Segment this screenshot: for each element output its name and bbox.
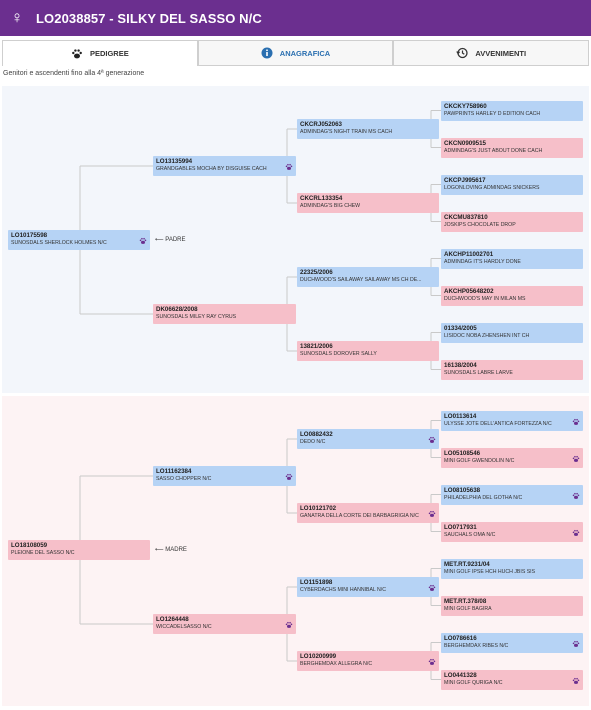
registration-code: LO0441328 — [444, 671, 477, 679]
registration-code: CKCPJ995617 — [444, 176, 486, 184]
dog-name: BERGHEMDAX ALLEGRA N/C — [300, 661, 373, 667]
registration-code: LO11162384 — [156, 468, 192, 475]
pedigree-node[interactable] — [153, 466, 296, 486]
registration-code: 01334/2005 — [444, 324, 477, 332]
pedigree-node[interactable] — [153, 156, 296, 176]
pedigree-node[interactable] — [441, 633, 583, 653]
pedigree-node[interactable] — [441, 485, 583, 505]
dog-name: SUNOSDALS SHERLOCK HOLMES N/C — [11, 240, 107, 246]
dog-name: SAUCHALS OMA N/C — [444, 531, 496, 538]
registration-code: CKCRJ052063 — [300, 121, 342, 128]
tab-anagrafica-label: ANAGRAFICA — [279, 48, 331, 58]
registration-code: LO1264448 — [156, 616, 189, 623]
pedigree-node[interactable] — [441, 522, 583, 542]
paw-icon[interactable] — [572, 672, 580, 680]
dog-name: SUNOSDALS DOROVER SALLY — [300, 351, 377, 357]
dog-name: PAWPRINTS HARLEY D EDITION CACH — [444, 110, 541, 117]
pedigree-node[interactable] — [153, 304, 296, 324]
tab-avvenimenti-label: AVVENIMENTI — [475, 48, 527, 58]
pedigree-node[interactable] — [441, 559, 583, 579]
registration-code: DK06628/2008 — [156, 306, 198, 313]
registration-code: LO0717931 — [444, 523, 477, 531]
registration-code: 13821/2006 — [300, 343, 333, 350]
registration-code: AKCHP11002701 — [444, 250, 494, 258]
female-symbol-icon: ♀ — [10, 8, 24, 27]
registration-code: CKCKY758960 — [444, 102, 487, 110]
paw-icon[interactable] — [285, 468, 293, 476]
madre-label: ⟵ MADRE — [155, 547, 187, 553]
dog-name: DUCHWOOD'S MAY IN MILAN MS — [444, 295, 526, 302]
paw-icon[interactable] — [285, 616, 293, 624]
dog-name: WICCADELSASSO N/C — [156, 624, 212, 630]
registration-code: CKCMU837810 — [444, 213, 488, 221]
pedigree-node[interactable] — [297, 267, 439, 287]
dog-name: ADMINDAG'S BIG CHEW — [300, 203, 361, 209]
registration-code: LO0882432 — [300, 431, 333, 438]
pedigree-subtitle: Genitori e ascendenti fino alla 4ª generazione — [3, 70, 145, 77]
paw-icon[interactable] — [572, 487, 580, 495]
paw-icon[interactable] — [139, 232, 147, 240]
dog-name: GANATRA DELLA CORTE DEI BARBAGRIGIA N/C — [300, 513, 419, 519]
registration-code: LO10121702 — [300, 505, 337, 512]
registration-code: LO18108059 — [11, 542, 48, 549]
dog-name: ADMINDAG'S NIGHT TRAIN MS CACH — [300, 129, 393, 135]
pedigree-node[interactable] — [8, 230, 150, 250]
dog-name: DEDO N/C — [300, 439, 326, 445]
pedigree-node[interactable] — [441, 212, 583, 232]
dog-name: DUCHWOOD'S SAILAWAY SAILAWAY MS CH DE... — [300, 277, 422, 283]
registration-code: LO1151898 — [300, 579, 333, 586]
paw-icon[interactable] — [285, 158, 293, 166]
dog-name: MINI GOLF IPSE HCH HUCH JBIS SIS — [444, 568, 536, 575]
dog-name: SUNOSDALS LABRE LARVE — [444, 369, 513, 376]
tab-pedigree[interactable] — [2, 40, 198, 66]
registration-code: LO13135994 — [156, 158, 193, 165]
history-icon — [456, 47, 468, 59]
registration-code: LO05108546 — [444, 449, 481, 457]
registration-code: LO10175598 — [11, 232, 48, 239]
pedigree-node[interactable] — [441, 411, 583, 431]
dog-name: MINI GOLF QURIGA N/C — [444, 679, 503, 686]
pedigree-node[interactable] — [441, 175, 583, 195]
pedigree-node[interactable] — [297, 503, 439, 523]
pedigree-node[interactable] — [297, 119, 439, 139]
tab-anagrafica[interactable] — [198, 40, 394, 66]
pedigree-node[interactable] — [297, 193, 439, 213]
registration-code: CKCRL133354 — [300, 195, 343, 202]
pedigree-node[interactable] — [441, 101, 583, 121]
pedigree-node[interactable] — [441, 323, 583, 343]
dog-name: BERGHEMDAX RIBES N/C — [444, 642, 509, 649]
dog-name: ADMINDAG IT'S HARDLY DONE — [444, 258, 521, 265]
tab-bar — [2, 40, 589, 66]
pedigree-node[interactable] — [441, 138, 583, 158]
pedigree-node[interactable] — [441, 249, 583, 269]
paw-icon[interactable] — [428, 579, 436, 587]
dog-name: JOSKIPS CHOCOLATE DROP — [444, 221, 516, 228]
info-icon — [261, 47, 273, 59]
paw-icon[interactable] — [428, 653, 436, 661]
pedigree-node[interactable] — [297, 651, 439, 671]
page-header — [0, 0, 591, 36]
registration-code: 22325/2006 — [300, 269, 333, 276]
dog-name: PLEIONE DEL SASSO N/C — [11, 550, 75, 556]
pedigree-node[interactable] — [441, 596, 583, 616]
paw-icon[interactable] — [572, 413, 580, 421]
registration-code: LO0786616 — [444, 634, 477, 642]
pedigree-node[interactable] — [8, 540, 150, 560]
paw-icon[interactable] — [572, 450, 580, 458]
dog-name: MINI GOLF GWENDOLIN N/C — [444, 457, 515, 464]
paw-icon[interactable] — [428, 505, 436, 513]
dog-name: ADMINDAG'S JUST ABOUT DONE CACH — [444, 147, 543, 154]
padre-label: ⟵ PADRE — [155, 237, 186, 243]
dog-name: ULYSSE JOTE DELL'ANTICA FORTEZZA N/C — [444, 420, 552, 427]
tab-avvenimenti[interactable] — [393, 40, 589, 66]
pedigree-node[interactable] — [297, 429, 439, 449]
tab-pedigree-label: PEDIGREE — [89, 49, 129, 58]
pedigree-node[interactable] — [297, 577, 439, 597]
pedigree-node[interactable] — [297, 341, 439, 361]
dog-name: PHILADELPHIA DEL GOTHA N/C — [444, 494, 523, 501]
registration-code: MET.RT.378/08 — [444, 597, 487, 605]
dog-name: MINI GOLF BAGIRA — [444, 605, 492, 612]
registration-code: AKCHP05648202 — [444, 287, 494, 295]
registration-code: LO0113614 — [444, 412, 477, 420]
registration-code: CKCN0909515 — [444, 139, 486, 147]
registration-code: LO08105638 — [444, 486, 481, 494]
registration-code: LO10200999 — [300, 653, 337, 660]
pedigree-node[interactable] — [153, 614, 296, 634]
registration-code: 16138/2004 — [444, 361, 477, 369]
dog-name: GRANDGABLES MOCHA BY DISGUISE CACH — [156, 166, 267, 172]
dog-name: LISIDOC NOBA ZHENSHEN INT CH — [444, 332, 530, 339]
page-title: LO2038857 - SILKY DEL SASSO N/C — [36, 10, 262, 26]
dog-name: CYBERDACHS MINI HANNIBAL N/C — [300, 587, 386, 593]
registration-code: MET.RT.9231/04 — [444, 560, 490, 568]
pedigree-node[interactable] — [441, 448, 583, 468]
paw-icon[interactable] — [572, 635, 580, 643]
paw-icon — [71, 48, 83, 60]
dog-name: LOGONLOVING ADMINDAG SNICKERS — [444, 184, 540, 191]
pedigree-node[interactable] — [441, 286, 583, 306]
pedigree-node[interactable] — [441, 670, 583, 690]
pedigree-node[interactable] — [441, 360, 583, 380]
dog-name: SUNOSDALS MILEY RAY CYRUS — [156, 314, 237, 320]
paw-icon[interactable] — [572, 524, 580, 532]
paw-icon[interactable] — [428, 431, 436, 439]
dog-name: SASSO CHOPPER N/C — [156, 476, 212, 482]
